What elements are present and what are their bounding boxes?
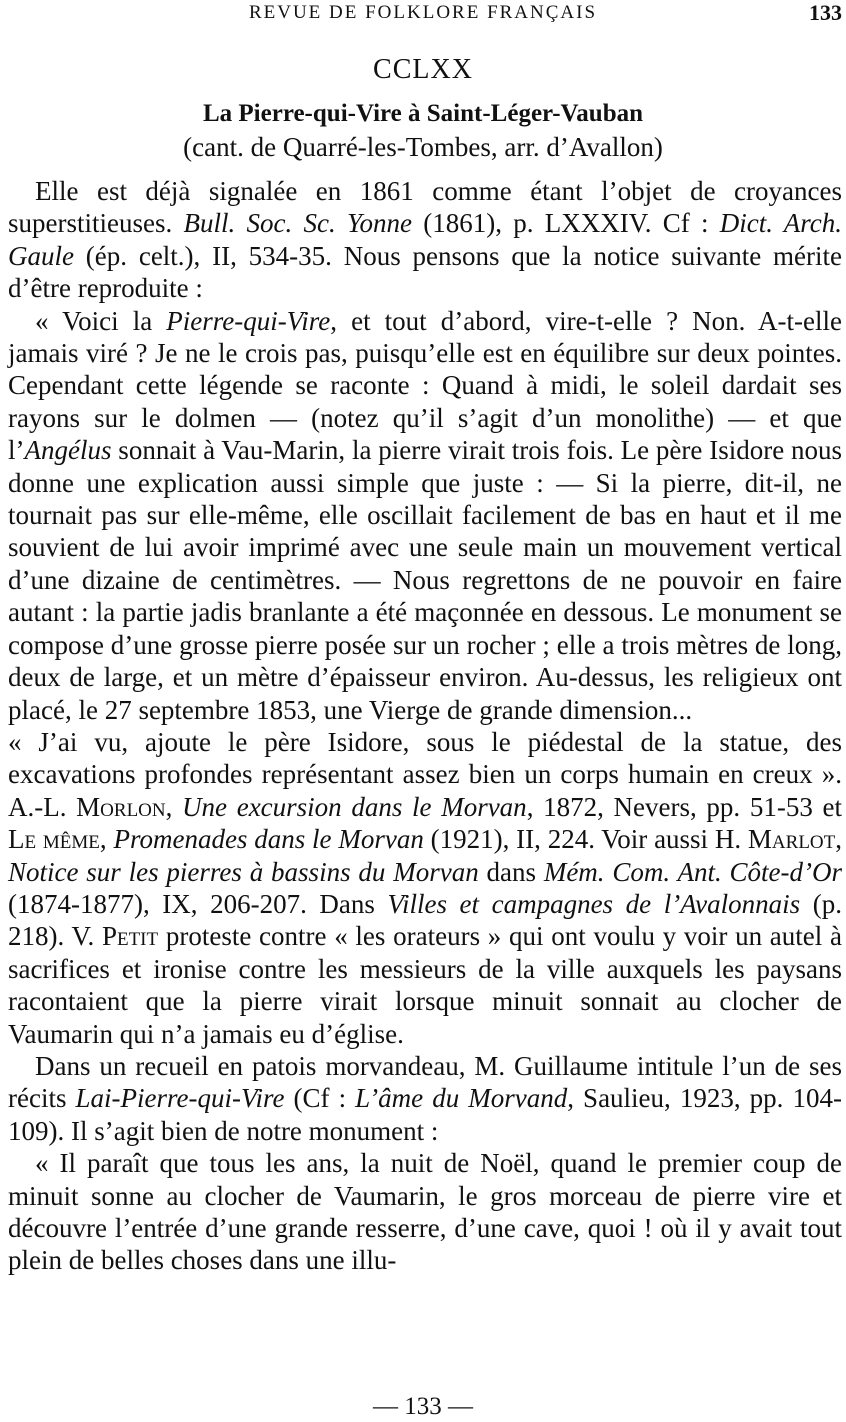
- italic-citation: Lai-Pierre-qui-Vire: [75, 1083, 285, 1114]
- article-subtitle: (cant. de Quarré-les-Tombes, arr. d’Avallon): [183, 132, 663, 162]
- text: (1874-1877), IX, 206-207. Dans: [8, 888, 388, 919]
- text: (ép. celt.), II, 534-35. Nous pensons que la notice suivante mérite d’être reproduite :: [8, 240, 842, 304]
- text: , 1872, Nevers, pp. 51-53 et: [526, 791, 843, 822]
- italic-citation: L’âme du Morvand: [355, 1083, 568, 1114]
- text: proteste contre « les orateurs » qui ont voulu y voir un autel à sacrifices et ironise contre les messieurs de la ville auxquels les paysans racontaient que la pierre virait lorsque minuit sonnait au clocher de Vaumarin qui n’a jamais eu d’église.: [8, 921, 842, 1049]
- text: (1921), II, 224. Voir aussi H.: [423, 824, 748, 855]
- italic-citation: Mém. Com. Ant. Côte-d’Or: [543, 856, 842, 887]
- paragraph-3: [8, 726, 842, 1050]
- text: « J’ai vu, ajoute le père Isidore, sous le piédestal de la statue, des excavations profondes représentant assez bien un corps humain en creux ». A.-L.: [8, 726, 842, 822]
- italic-citation: Notice sur les pierres à bassins du Morvan: [8, 856, 479, 887]
- text: (Cf :: [284, 1083, 356, 1114]
- author-name: Morlon: [76, 791, 166, 822]
- text: ,: [99, 824, 114, 855]
- paragraph-4: [8, 1050, 842, 1147]
- italic-citation: Villes et campagnes de l’Avalonnais: [387, 888, 801, 919]
- article-number: CCLXX: [373, 54, 473, 85]
- author-name: Petit: [101, 921, 159, 952]
- text: ,: [165, 791, 183, 822]
- italic-citation: Une excursion dans le Morvan: [182, 791, 527, 822]
- text: dans: [478, 856, 544, 887]
- italic-citation: Bull. Soc. Sc. Yonne: [183, 208, 412, 239]
- text: (p. 218). V.: [8, 888, 842, 952]
- text: , et tout d’abord, vire-t-elle ? Non. A-t-elle jamais viré ? Je ne le crois pas, puisqu’elle est en équilibre sur deux pointes. Cependant cette légende se raconte : Quand à midi, le soleil dardait ses rayons sur le dolmen — (notez qu’il s’agit d’un monolithe) — et que l’: [8, 305, 842, 466]
- text: , Saulieu, 1923, pp. 104-109). Il s’agit bien de notre monument :: [8, 1083, 842, 1146]
- text: sonnait à Vau-Marin, la pierre virait trois fois. Le père Isidore nous donne une explication aussi simple que juste : — Si la pierre, dit-il, ne tournait pas sur elle-même, elle oscillait facilement de bas en haut et il me souvient de lui avoir imprimé avec une seule main un mouvement vertical d’une dizaine de centimètres. — Nous regrettons de ne pouvoir en faire autant : la partie jadis branlante a été maçonnée en dessous. Le monument se compose d’une grosse pierre posée sur un rocher ; elle a trois mètres de long, deux de large, et un mètre d’épaisseur environ. Au-dessus, les religieux ont placé, le 27 septembre 1853, une Vierge de grande dimension...: [8, 435, 842, 725]
- article-body: [8, 175, 842, 1277]
- paragraph-1: [8, 175, 842, 305]
- text: « Voici la: [35, 305, 167, 336]
- italic-term: Angélus: [24, 435, 112, 466]
- author-name: Marlot: [747, 824, 836, 855]
- article-title: La Pierre-qui-Vire à Saint-Léger-Vauban: [202, 100, 644, 127]
- text: ,: [835, 824, 843, 855]
- italic-term: Pierre-qui-Vire: [166, 305, 331, 336]
- text: Dans un recueil en patois morvandeau, M. Guillaume intitule l’un de ses récits: [8, 1050, 842, 1114]
- paragraph-2: [8, 305, 842, 726]
- text: (1861), p. LXXXIV. Cf :: [411, 208, 720, 239]
- running-head: REVUE DE FOLKLORE FRANÇAIS: [248, 2, 598, 23]
- italic-citation: Dict. Arch. Gaule: [8, 208, 842, 271]
- text: « Il paraît que tous les ans, la nuit de Noël, quand le premier coup de minuit sonne au clocher de Vaumarin, le gros morceau de pierre vire et découvre l’entrée d’une grande resserre, d’une cave, quoi ! où il y avait tout plein de belles choses dans une illu-: [8, 1148, 842, 1276]
- page-number-footer: — 133 —: [373, 1393, 473, 1420]
- text: Elle est déjà signalée en 1861 comme étant l’objet de croyances superstitieuses.: [8, 176, 842, 239]
- page-number-top: 133: [809, 0, 842, 25]
- paragraph-5: [8, 1147, 842, 1277]
- italic-citation: Promenades dans le Morvan: [113, 824, 424, 855]
- author-name: Le même: [8, 824, 100, 855]
